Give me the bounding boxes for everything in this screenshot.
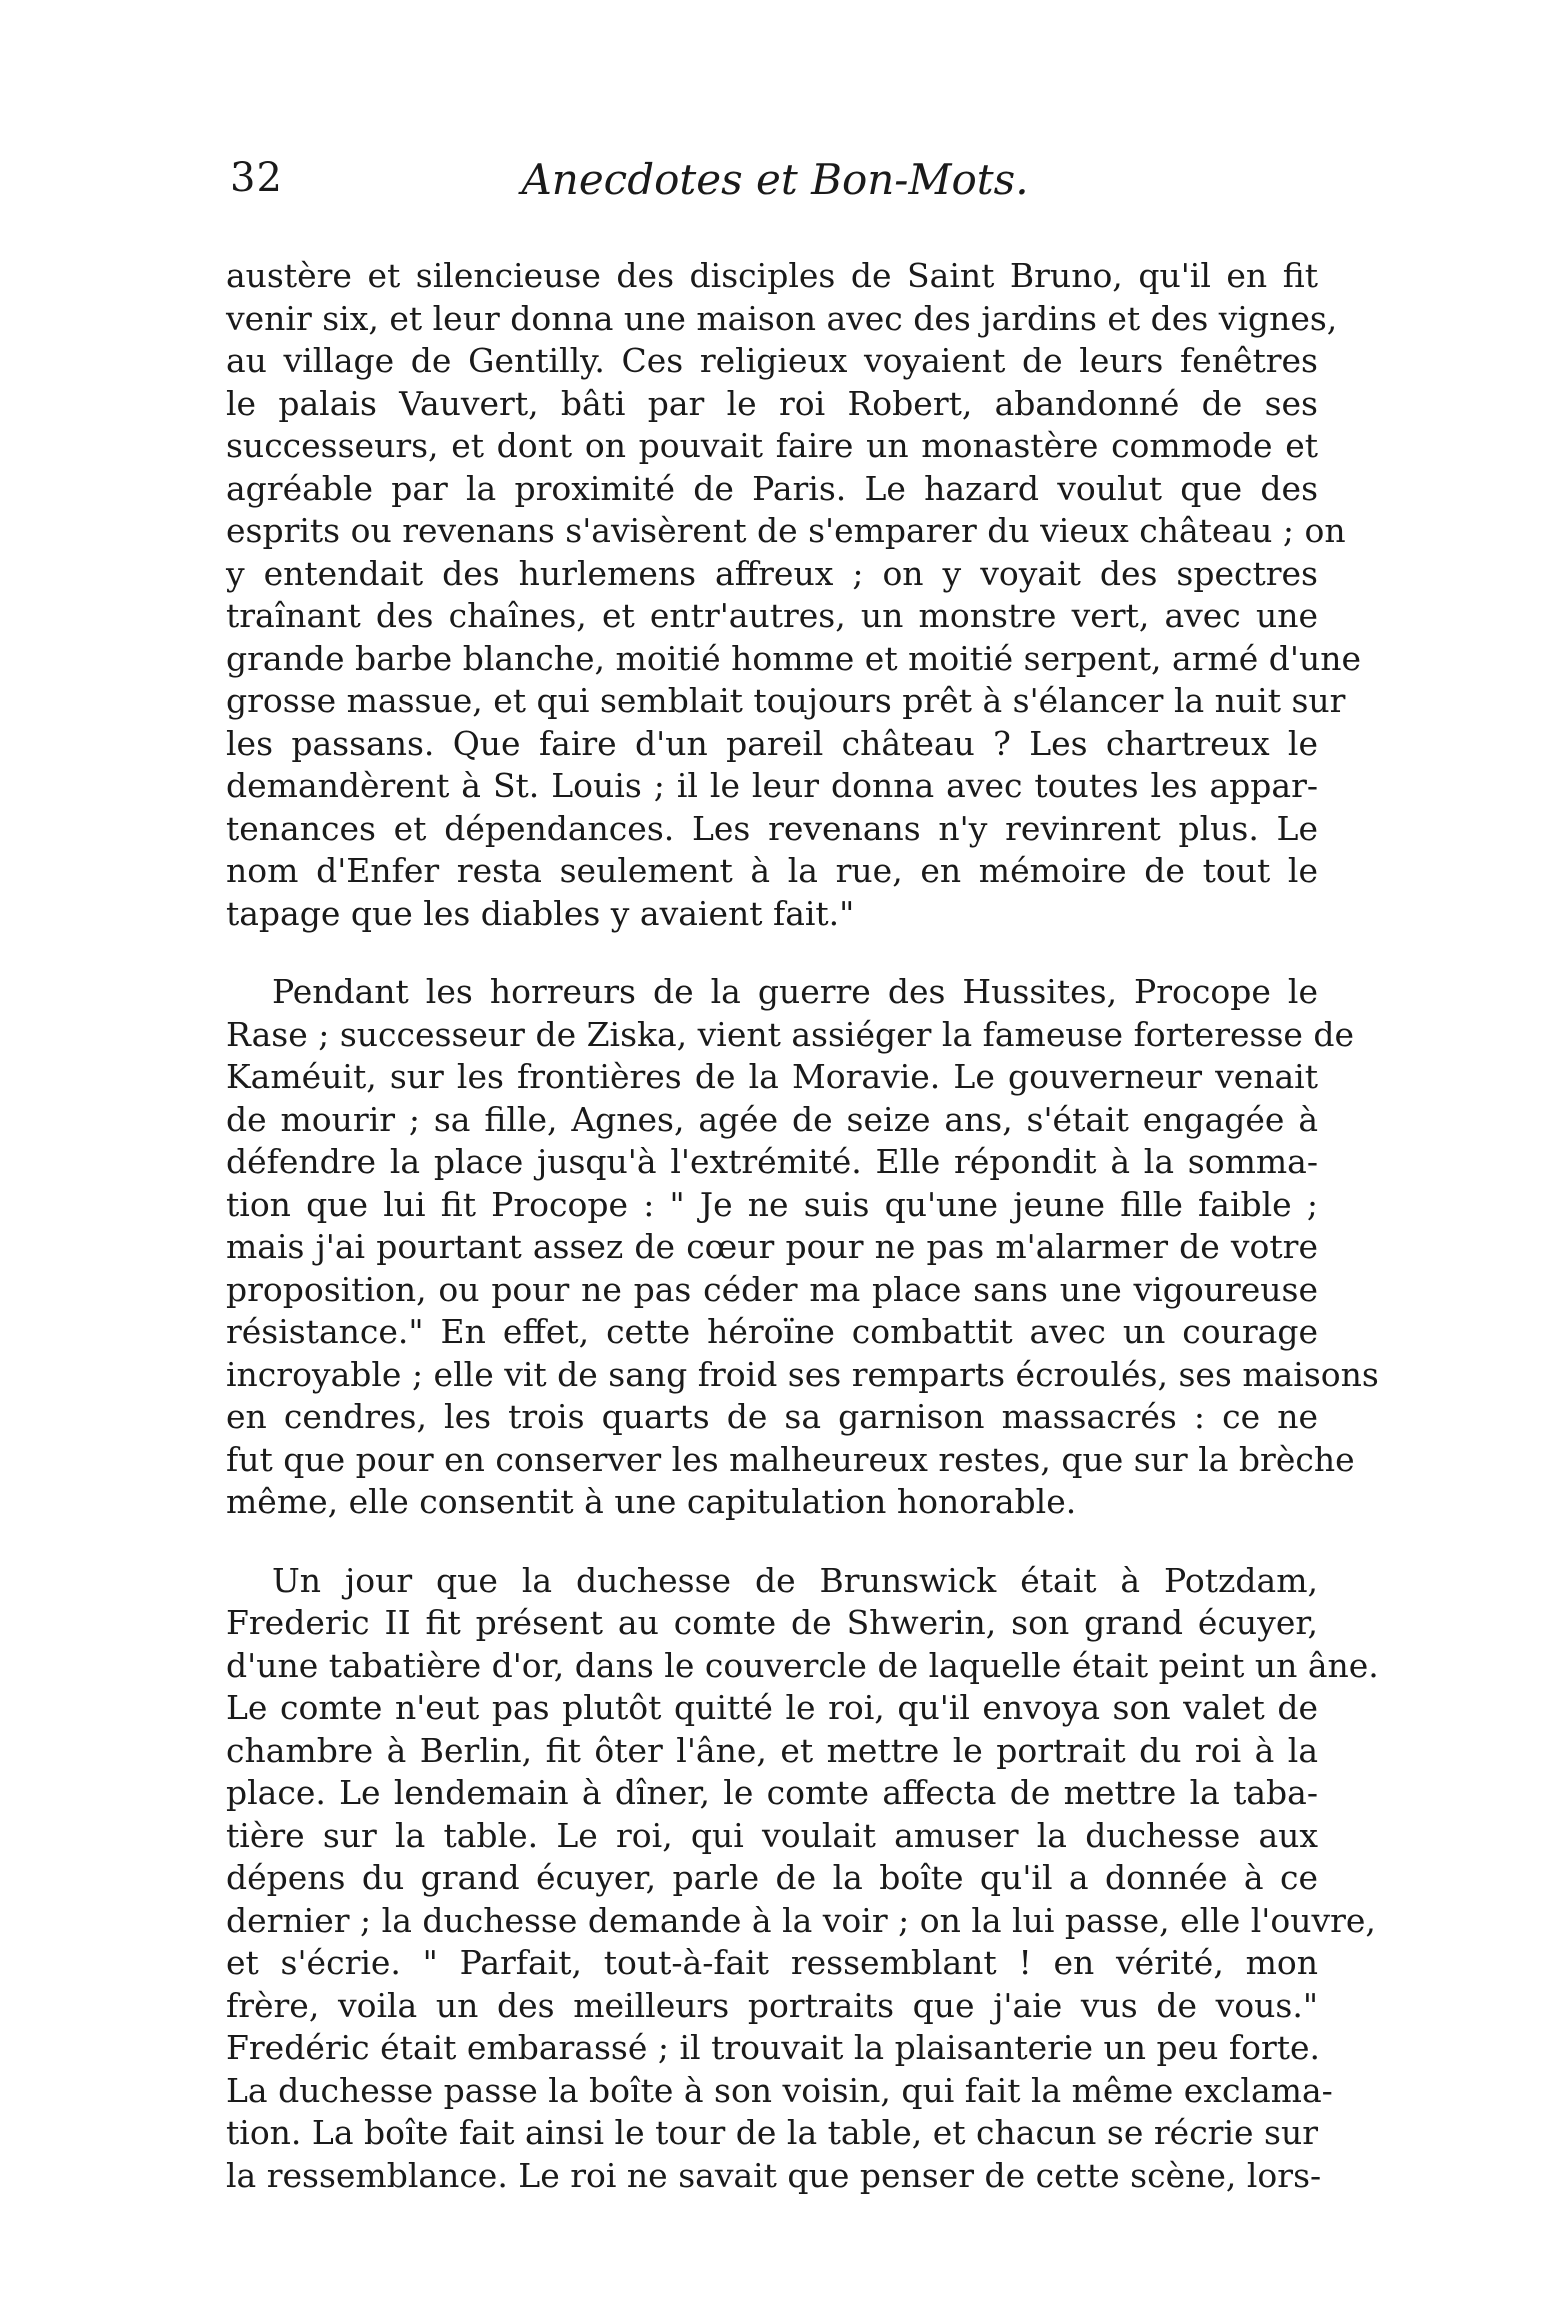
text-line: grande barbe blanche, moitié homme et moitié serpent, armé d'une [226,638,1362,678]
text-line: résistance." En effet, cette héroïne combattit avec un courage [226,1312,1318,1351]
text-line: demandèrent à St. Louis ; il le leur donna avec toutes les appar- [226,766,1318,805]
text-line: grosse massue, et qui semblait toujours prêt à s'élancer la nuit sur [226,681,1346,720]
text-line: Le comte n'eut pas plutôt quitté le roi, qu'il envoya son valet de [226,1688,1318,1727]
text-line: tion. La boîte fait ainsi le tour de la table, et chacun se récrie sur [226,2113,1318,2152]
text-line: La duchesse passe la boîte à son voisin, qui fait la même exclama- [226,2070,1333,2110]
page-number: 32 [230,155,283,201]
paragraph-gap [226,1524,1318,1560]
text-line: nom d'Enfer resta seulement à la rue, en mémoire de tout le [226,851,1318,890]
text-line: Un jour que la duchesse de Brunswick était à Potzdam, [272,1560,1318,1600]
text-line: esprits ou revenans s'avisèrent de s'emparer du vieux château ; on [226,511,1346,550]
text-line: tenances et dépendances. Les revenans n'y revinrent plus. Le [226,808,1318,848]
text-line: le palais Vauvert, bâti par le roi Robert, abandonné de ses [226,383,1318,423]
text-line: d'une tabatière d'or, dans le couvercle de laquelle était peint un âne. [226,1645,1379,1685]
paragraph-2 [226,971,1379,1524]
text-line: en cendres, les trois quarts de sa garnison massacrés : ce ne [226,1397,1318,1436]
text-line: au village de Gentilly. Ces religieux voyaient de leurs fenêtres [226,341,1318,380]
text-line: y entendait des hurlemens affreux ; on y voyait des spectres [226,553,1318,593]
running-head [230,155,1320,215]
text-line: même, elle consentit à une capitulation honorable. [226,1482,1077,1521]
text-line: et s'écrie. " Parfait, tout-à-fait ressemblant ! en vérité, mon [226,1943,1318,1982]
text-line: incroyable ; elle vit de sang froid ses remparts écroulés, ses maisons [226,1354,1379,1394]
text-line: Rase ; successeur de Ziska, vient assiéger la fameuse forteresse de [226,1014,1355,1054]
text-line: Kaméuit, sur les frontières de la Moravie. Le gouverneur venait [226,1057,1318,1096]
text-line: traînant des chaînes, et entr'autres, un monstre vert, avec une [226,596,1318,635]
text-line: Fredéric était embarassé ; il trouvait la plaisanterie un peu forte. [226,2028,1321,2067]
text-line: tapage que les diables y avaient fait." [226,893,855,933]
text-line: dernier ; la duchesse demande à la voir ; on la lui passe, elle l'ouvre, [226,1900,1376,1940]
paragraph-3 [226,1560,1379,2198]
text-line: Pendant les horreurs de la guerre des Hussites, Procope le [272,972,1318,1011]
text-line: fut que pour en conserver les malheureux restes, que sur la brèche [226,1439,1355,1479]
text-line: place. Le lendemain à dîner, le comte affecta de mettre la taba- [226,1773,1318,1812]
text-line: défendre la place jusqu'à l'extrémité. Elle répondit à la somma- [226,1142,1318,1181]
text-line: de mourir ; sa fille, Agnes, agée de seize ans, s'était engagée à [226,1099,1318,1139]
paragraph-1 [226,255,1362,935]
text-line: la ressemblance. Le roi ne savait que penser de cette scène, lors- [226,2155,1322,2195]
text-line: les passans. Que faire d'un pareil château ? Les chartreux le [226,723,1318,763]
text-line: chambre à Berlin, fit ôter l'âne, et mettre le portrait du roi à la [226,1730,1318,1770]
running-title: Anecdotes et Bon-Mots. [521,155,1029,204]
text-line: frère, voila un des meilleurs portraits que j'aie vus de vous." [226,1985,1318,2025]
body-text [226,255,1379,2197]
text-line: Frederic II fit présent au comte de Shwerin, son grand écuyer, [226,1603,1318,1642]
text-line: proposition, ou pour ne pas céder ma place sans une vigoureuse [226,1269,1318,1309]
paragraph-gap [226,935,1318,971]
text-line: mais j'ai pourtant assez de cœur pour ne pas m'alarmer de votre [226,1227,1318,1266]
text-line: dépens du grand écuyer, parle de la boîte qu'il a donnée à ce [226,1858,1318,1897]
text-line: tière sur la table. Le roi, qui voulait amuser la duchesse aux [226,1815,1318,1855]
text-line: successeurs, et dont on pouvait faire un monastère commode et [226,426,1318,465]
text-line: tion que lui fit Procope : " Je ne suis qu'une jeune fille faible ; [226,1184,1318,1224]
text-line: venir six, et leur donna une maison avec des jardins et des vignes, [226,298,1338,338]
text-line: austère et silencieuse des disciples de Saint Bruno, qu'il en fit [226,256,1318,295]
text-line: agréable par la proximité de Paris. Le hazard voulut que des [226,468,1318,508]
